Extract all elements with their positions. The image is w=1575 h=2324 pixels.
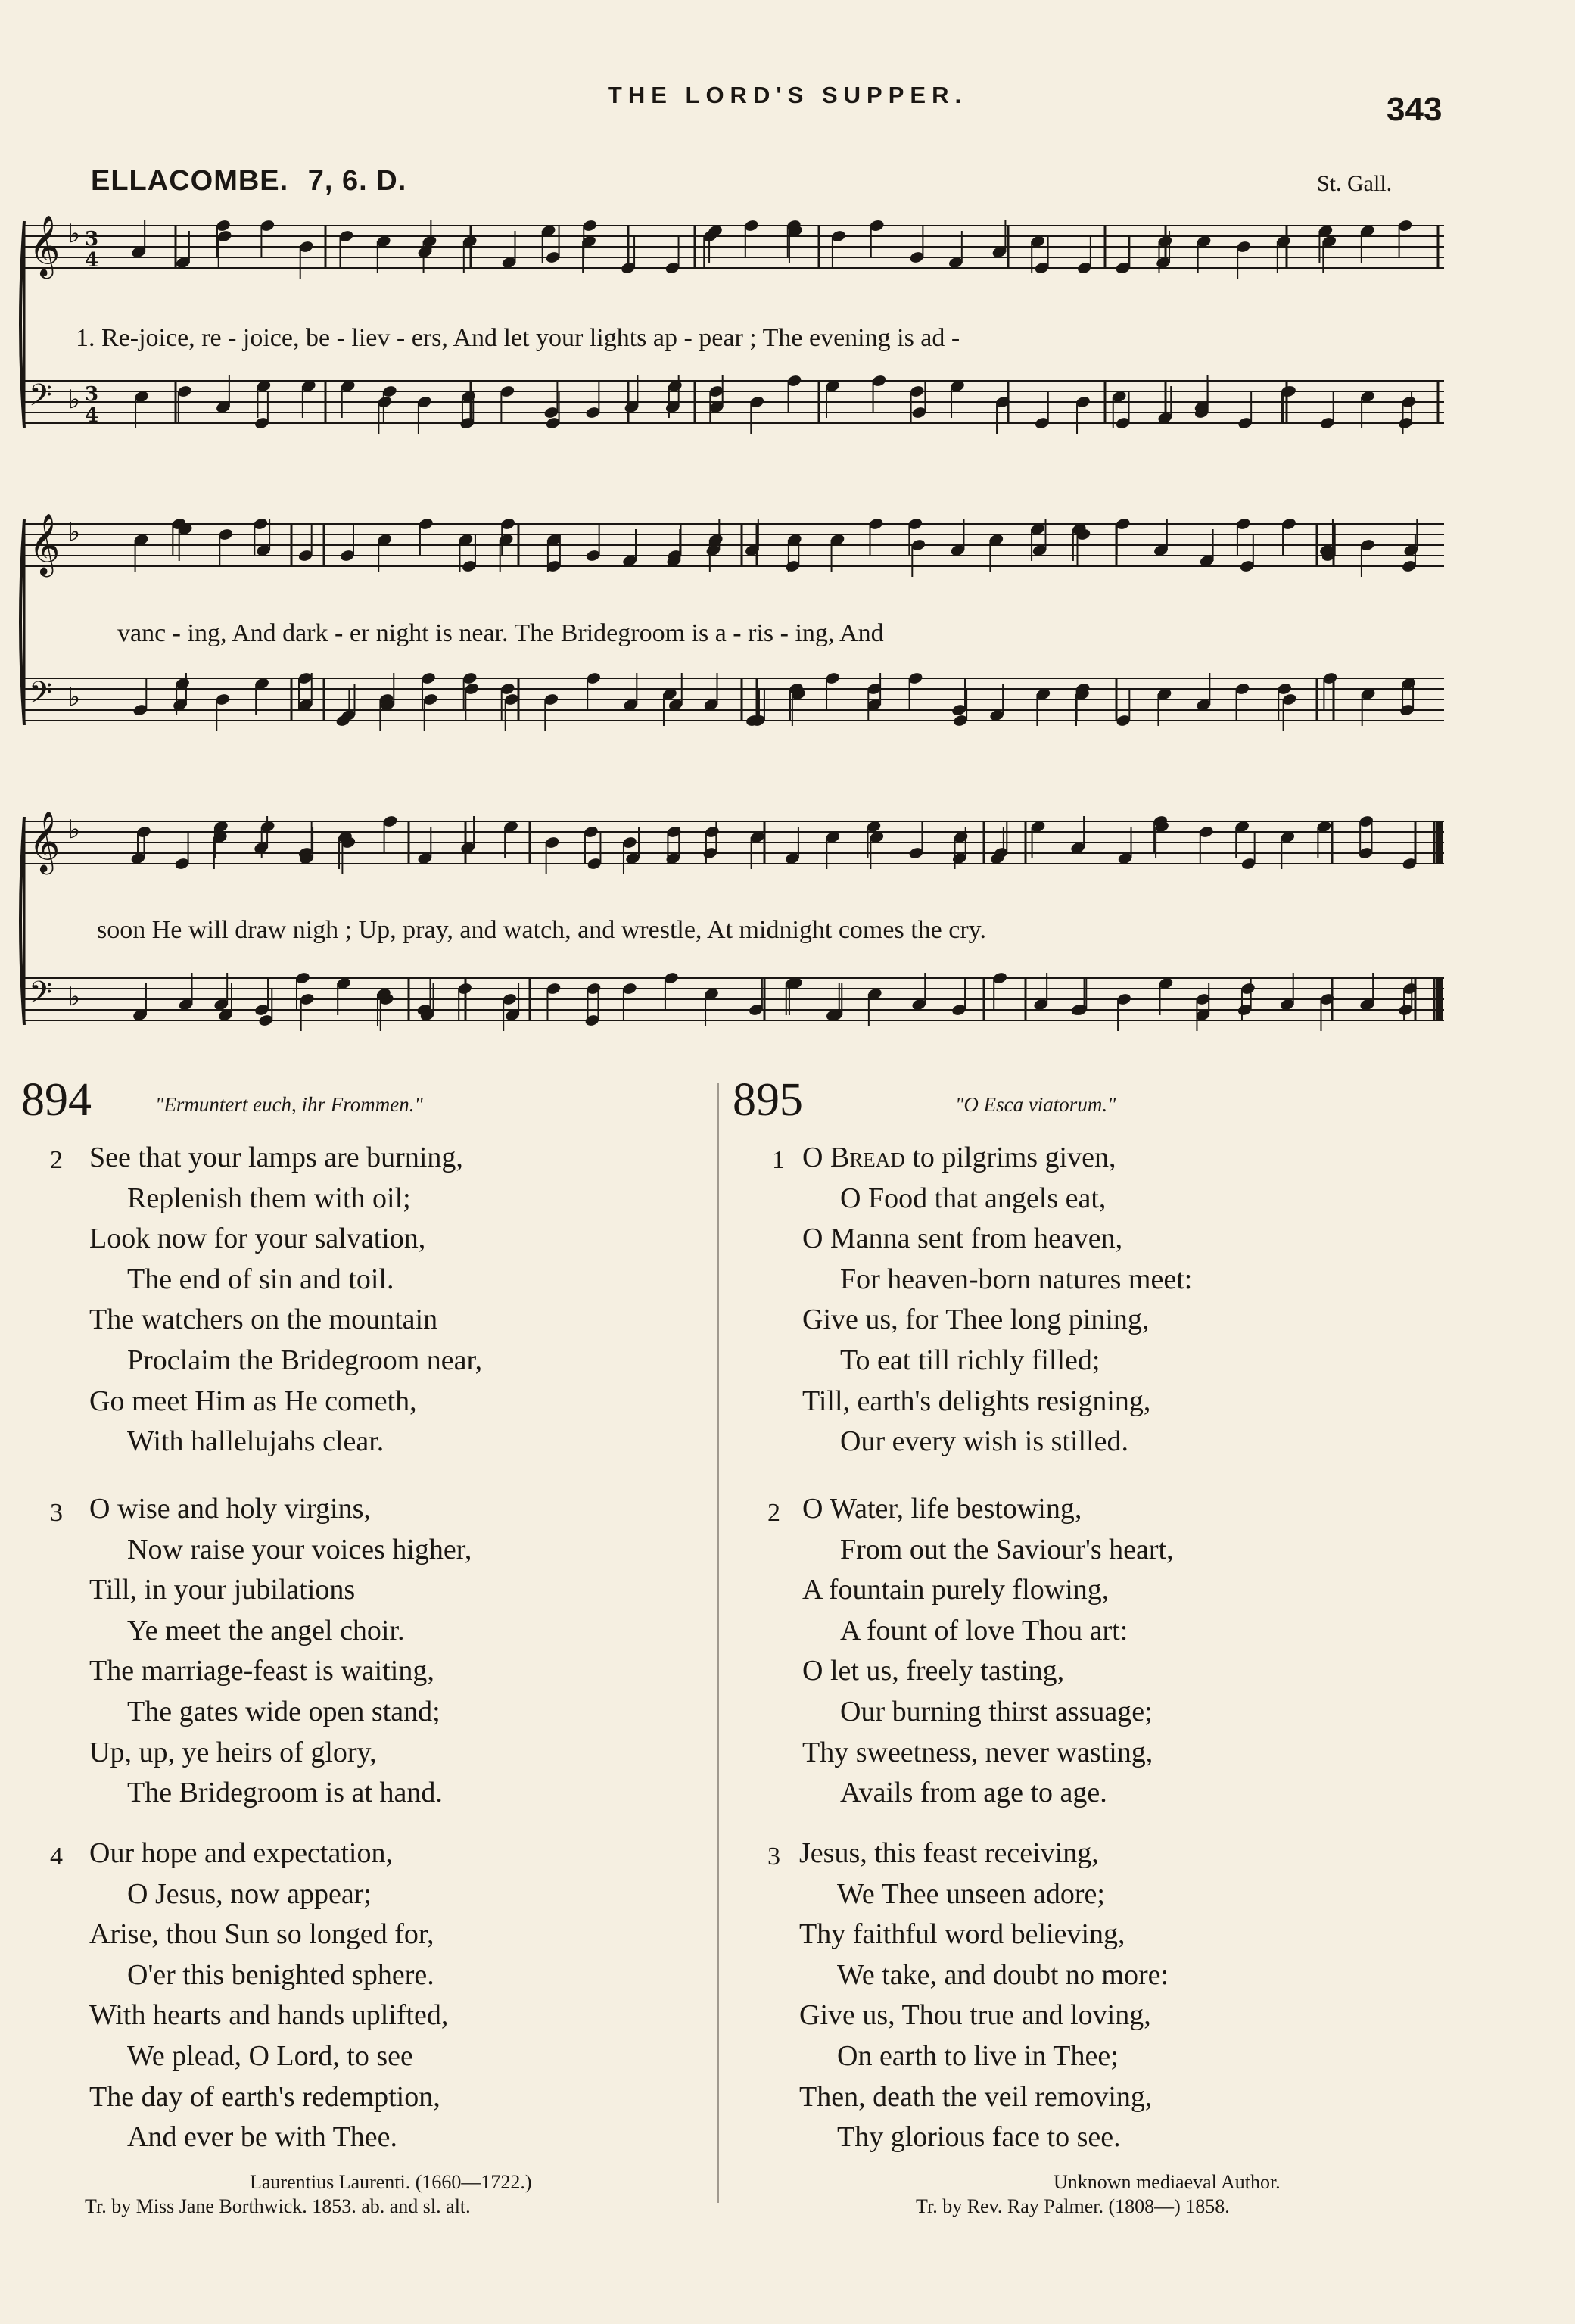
hymn-895-verse-2 bbox=[802, 1489, 1174, 1814]
hymn-894-verse-number: 4 bbox=[50, 1843, 63, 1871]
verse-line: Thy faithful word believing, bbox=[799, 1918, 1125, 1951]
verse-line: We plead, O Lord, to see bbox=[127, 2039, 413, 2072]
verse-line: For heaven-born natures meet: bbox=[840, 1263, 1193, 1295]
flat-icon: ♭ bbox=[68, 385, 81, 415]
page-number: 343 bbox=[1387, 91, 1443, 128]
tune-source: St. Gall. bbox=[1317, 171, 1393, 196]
bass-clef-icon: 𝄢 bbox=[29, 675, 52, 718]
tune-title: ELLACOMBE. bbox=[91, 165, 289, 197]
verse-line: See that your lamps are burning, bbox=[89, 1142, 463, 1173]
verse-line: The day of earth's redemption, bbox=[89, 2080, 440, 2113]
music-score bbox=[0, 0, 1575, 1060]
verse-line-first bbox=[802, 1138, 1192, 1179]
verse-line: Now raise your voices higher, bbox=[127, 1533, 472, 1565]
tune-meter: 7, 6. D. bbox=[307, 165, 407, 197]
flat-icon: ♭ bbox=[68, 982, 81, 1012]
verse-line: Up, up, ye heirs of glory, bbox=[89, 1736, 377, 1768]
verse-line: To eat till richly filled; bbox=[840, 1344, 1100, 1376]
verse-line: Jesus, this feast receiving, bbox=[799, 1837, 1099, 1869]
verse-line: O wise and holy virgins, bbox=[89, 1493, 371, 1525]
verse-first-word: Bread bbox=[830, 1142, 905, 1173]
bass-clef-icon: 𝄢 bbox=[29, 378, 52, 420]
verse-line: Go meet Him as He cometh, bbox=[89, 1385, 417, 1417]
lyric-line-2: vanc - ing, And dark - er night is near. The Bridegroom is a - ris - ing, And bbox=[117, 619, 884, 647]
verse-line: Give us, for Thee long pining, bbox=[802, 1304, 1150, 1336]
time-signature-bottom: 4 bbox=[85, 249, 99, 272]
verse-line: We Thee unseen adore; bbox=[837, 1877, 1105, 1910]
verse-line: O Jesus, now appear; bbox=[127, 1877, 372, 1910]
hymn-894-number: 894 bbox=[21, 1074, 92, 1126]
verse-line: Look now for your salvation, bbox=[89, 1223, 426, 1255]
verse-line: Thy glorious face to see. bbox=[837, 2121, 1121, 2154]
hymn-895-latin-title: "O Esca viatorum." bbox=[955, 1093, 1116, 1116]
verse-line: The marriage-feast is waiting, bbox=[89, 1655, 434, 1687]
hymn-894-latin-title: "Ermuntert euch, ihr Frommen." bbox=[155, 1093, 423, 1116]
verse-line: Proclaim the Bridegroom near, bbox=[127, 1344, 483, 1376]
hymn-895-verse-3 bbox=[799, 1833, 1169, 2158]
verse-line: The end of sin and toil. bbox=[127, 1263, 394, 1295]
hymn-895-verse-number: 3 bbox=[767, 1843, 780, 1871]
hymn-895-author: Unknown mediaeval Author. bbox=[1054, 2171, 1281, 2193]
treble-clef-icon: 𝄞 bbox=[29, 512, 61, 575]
verse-first-o: O bbox=[802, 1142, 830, 1173]
hymn-894-author: Laurentius Laurenti. (1660—1722.) bbox=[250, 2171, 532, 2193]
hymn-894-verse-3 bbox=[89, 1489, 472, 1814]
verse-line: Our every wish is stilled. bbox=[840, 1425, 1129, 1458]
verse-line: O'er this benighted sphere. bbox=[127, 1958, 434, 1991]
verse-line: Replenish them with oil; bbox=[127, 1182, 411, 1214]
verse-first-rest: to pilgrims given, bbox=[904, 1142, 1116, 1173]
verse-line: The watchers on the mountain bbox=[89, 1304, 438, 1336]
verse-line: O Manna sent from heaven, bbox=[802, 1223, 1123, 1255]
flat-icon: ♭ bbox=[68, 219, 81, 249]
treble-clef-icon: 𝄞 bbox=[29, 810, 61, 872]
hymn-894-translator: Tr. by Miss Jane Borthwick. 1853. ab. and sl. alt. bbox=[85, 2195, 471, 2217]
hymn-895-verse-number: 1 bbox=[772, 1146, 785, 1174]
treble-clef-icon: 𝄞 bbox=[29, 214, 61, 276]
lyric-line-1: 1. Re-joice, re - joice, be - liev - ers, And let your lights ap - pear ; The evening is ad - bbox=[76, 324, 960, 352]
hymn-895-verse-number: 2 bbox=[767, 1499, 780, 1527]
verse-line: Till, in your jubilations bbox=[89, 1574, 356, 1606]
hymn-894-verse-number: 3 bbox=[50, 1499, 63, 1527]
hymn-894-verse-2 bbox=[89, 1138, 482, 1463]
hymn-895-verse-1 bbox=[802, 1138, 1192, 1463]
verse-line: Arise, thou Sun so longed for, bbox=[89, 1918, 434, 1951]
running-title: THE LORD'S SUPPER. bbox=[607, 82, 968, 108]
verse-line: O Food that angels eat, bbox=[840, 1182, 1107, 1214]
verse-line: O Water, life bestowing, bbox=[802, 1493, 1082, 1525]
verse-line: A fount of love Thou art: bbox=[840, 1614, 1128, 1646]
final-barline bbox=[1436, 978, 1443, 1020]
flat-icon: ♭ bbox=[68, 517, 81, 547]
verse-line: The Bridegroom is at hand. bbox=[127, 1777, 443, 1809]
time-signature-top: 3 bbox=[85, 383, 99, 406]
hymn-895-translator: Tr. by Rev. Ray Palmer. (1808—) 1858. bbox=[916, 2195, 1230, 2217]
column-divider bbox=[717, 1083, 719, 2203]
lyric-line-3: soon He will draw nigh ; Up, pray, and watch, and wrestle, At midnight comes the cry. bbox=[97, 916, 986, 944]
hymn-895-number: 895 bbox=[733, 1074, 803, 1126]
flat-icon: ♭ bbox=[68, 815, 81, 845]
verse-line: The gates wide open stand; bbox=[127, 1695, 440, 1727]
verse-line: Ye meet the angel choir. bbox=[127, 1614, 405, 1646]
verse-line: Give us, Thou true and loving, bbox=[799, 1999, 1151, 2032]
final-barline bbox=[1436, 821, 1443, 864]
verse-line: Thy sweetness, never wasting, bbox=[802, 1736, 1153, 1768]
verse-line: With hallelujahs clear. bbox=[127, 1425, 384, 1458]
bass-clef-icon: 𝄢 bbox=[29, 975, 52, 1017]
verse-line: O let us, freely tasting, bbox=[802, 1655, 1065, 1687]
verse-line: On earth to live in Thee; bbox=[837, 2039, 1119, 2072]
flat-icon: ♭ bbox=[68, 682, 81, 712]
time-signature-top: 3 bbox=[85, 228, 99, 251]
verse-line: A fountain purely flowing, bbox=[802, 1574, 1110, 1606]
verse-line: We take, and doubt no more: bbox=[837, 1958, 1169, 1991]
verse-line: With hearts and hands uplifted, bbox=[89, 1999, 449, 2032]
verse-line: And ever be with Thee. bbox=[127, 2121, 398, 2154]
verse-line: Then, death the veil removing, bbox=[799, 2080, 1153, 2113]
verse-line: Our burning thirst assuage; bbox=[840, 1695, 1153, 1727]
verse-line: Avails from age to age. bbox=[840, 1777, 1107, 1809]
verse-line: From out the Saviour's heart, bbox=[840, 1533, 1174, 1565]
verse-line: Till, earth's delights resigning, bbox=[802, 1385, 1151, 1417]
time-signature-bottom: 4 bbox=[85, 404, 99, 427]
hymn-894-verse-4 bbox=[89, 1833, 448, 2158]
verse-line: Our hope and expectation, bbox=[89, 1837, 393, 1869]
hymn-894-verse-number: 2 bbox=[50, 1146, 63, 1174]
